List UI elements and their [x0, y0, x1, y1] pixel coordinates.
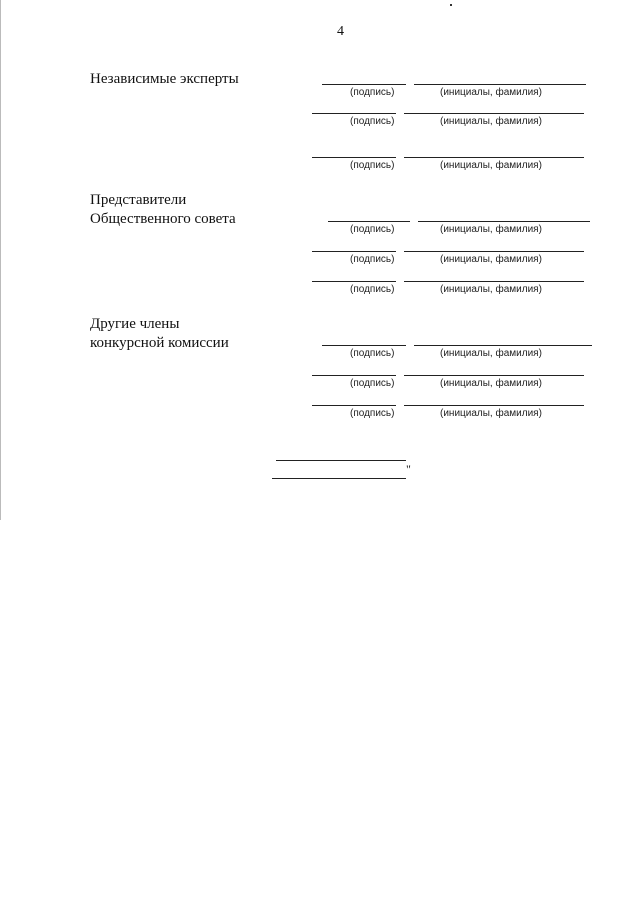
signature-line [322, 84, 406, 85]
name-caption: (инициалы, фамилия) [440, 348, 542, 359]
name-line [404, 405, 584, 406]
name-caption: (инициалы, фамилия) [440, 408, 542, 419]
signature-caption: (подпись) [350, 408, 395, 419]
name-line [404, 113, 584, 114]
signature-caption: (подпись) [350, 254, 395, 265]
name-caption: (инициалы, фамилия) [440, 378, 542, 389]
section-title-line: конкурсной комиссии [90, 335, 229, 351]
name-caption: (инициалы, фамилия) [440, 87, 542, 98]
signature-caption: (подпись) [350, 378, 395, 389]
name-line [418, 221, 590, 222]
signature-line [312, 375, 396, 376]
signature-row [0, 113, 639, 133]
signature-row [0, 405, 639, 425]
name-line [404, 157, 584, 158]
footer-blank-line [276, 460, 406, 461]
signature-caption: (подпись) [350, 284, 395, 295]
signature-caption: (подпись) [350, 224, 395, 235]
signature-row [0, 281, 639, 301]
name-line [404, 281, 584, 282]
signature-caption: (подпись) [350, 87, 395, 98]
signature-row [0, 221, 639, 241]
signature-row [0, 375, 639, 395]
section-title-line: Общественного совета [90, 211, 236, 227]
signature-line [312, 281, 396, 282]
signature-line [322, 345, 406, 346]
signature-caption: (подпись) [350, 160, 395, 171]
name-caption: (инициалы, фамилия) [440, 284, 542, 295]
name-line [404, 251, 584, 252]
footer-quote-mark: " [406, 462, 411, 476]
signature-line [312, 251, 396, 252]
page-number: 4 [337, 24, 344, 39]
signature-caption: (подпись) [350, 348, 395, 359]
section-title-line: Представители [90, 192, 187, 208]
signature-line [312, 113, 396, 114]
signature-row [0, 157, 639, 177]
name-caption: (инициалы, фамилия) [440, 224, 542, 235]
name-caption: (инициалы, фамилия) [440, 160, 542, 171]
signature-line [312, 405, 396, 406]
section-title-line: Другие члены [90, 316, 180, 332]
signature-row [0, 84, 639, 104]
name-caption: (инициалы, фамилия) [440, 116, 542, 127]
footer-blank-line [272, 478, 406, 479]
name-line [404, 375, 584, 376]
name-line [414, 84, 586, 85]
scan-dot [450, 4, 452, 6]
signature-line [328, 221, 410, 222]
signature-line [312, 157, 396, 158]
signature-row [0, 251, 639, 271]
name-caption: (инициалы, фамилия) [440, 254, 542, 265]
name-line [414, 345, 592, 346]
signature-row [0, 345, 639, 365]
signature-caption: (подпись) [350, 116, 395, 127]
section-title-line: Независимые эксперты [90, 71, 239, 87]
